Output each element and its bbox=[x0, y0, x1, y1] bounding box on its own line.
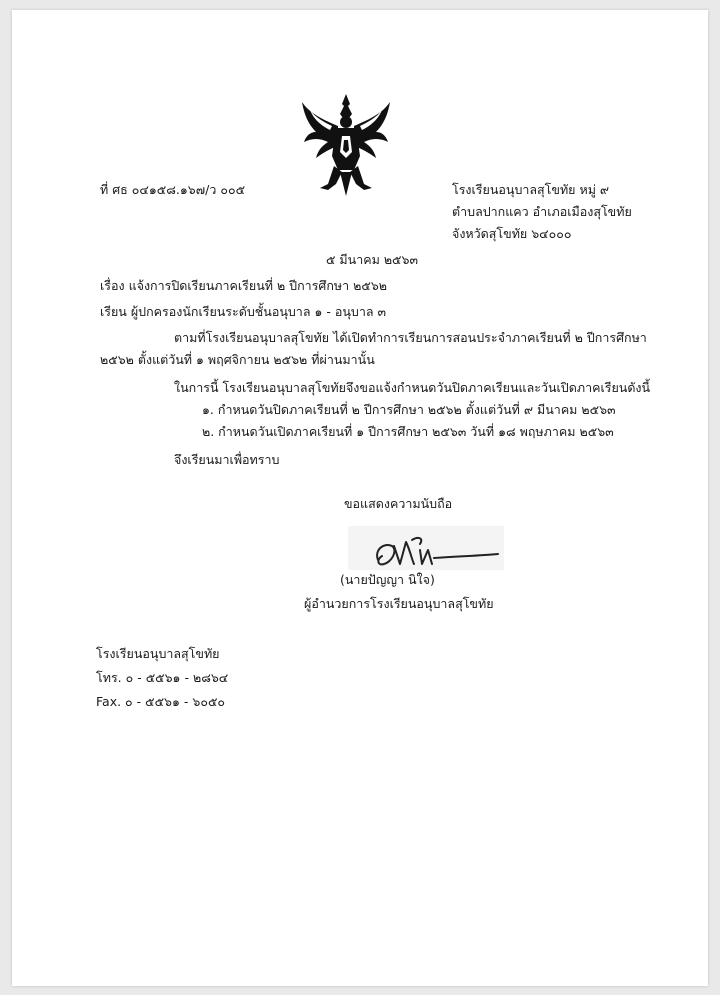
school-address-line-1: โรงเรียนอนุบาลสุโขทัย หมู่ ๙ bbox=[452, 182, 610, 197]
schedule-item-2: ๒. กำหนดวันเปิดภาคเรียนที่ ๑ ปีการศึกษา ๒๕๖๓ วันที่ ๑๘ พฤษภาคม ๒๕๖๓ bbox=[202, 424, 614, 439]
school-address-line-2: ตำบลปากแคว อำเภอเมืองสุโขทัย bbox=[452, 204, 632, 219]
garuda-emblem bbox=[298, 92, 394, 200]
footer-telephone: โทร. ๐ - ๕๕๖๑ - ๒๘๖๔ bbox=[96, 670, 229, 685]
letter-page bbox=[12, 10, 708, 986]
signature-closing: ขอแสดงความนับถือ bbox=[344, 496, 453, 511]
footer-fax: Fax. ๐ - ๕๕๖๑ - ๖๐๕๐ bbox=[96, 694, 226, 709]
body-paragraph-2: ในการนี้ โรงเรียนอนุบาลสุโขทัยจึงขอแจ้งกำหนดวันปิดภาคเรียนและวันเปิดภาคเรียนดังนี้ bbox=[174, 380, 651, 395]
school-address-line-3: จังหวัดสุโขทัย ๖๔๐๐๐ bbox=[452, 226, 572, 241]
letter-recipient: เรียน ผู้ปกครองนักเรียนระดับชั้นอนุบาล ๑ - อนุบาล ๓ bbox=[100, 304, 387, 319]
letter-date: ๕ มีนาคม ๒๕๖๓ bbox=[326, 252, 418, 267]
letter-subject: เรื่อง แจ้งการปิดเรียนภาคเรียนที่ ๒ ปีการศึกษา ๒๕๖๒ bbox=[100, 278, 388, 293]
signatory-name: (นายปัญญา นิใจ) bbox=[340, 572, 435, 587]
signatory-position: ผู้อำนวยการโรงเรียนอนุบาลสุโขทัย bbox=[304, 596, 494, 611]
body-paragraph-1-line-1: ตามที่โรงเรียนอนุบาลสุโขทัย ได้เปิดทำการเรียนการสอนประจำภาคเรียนที่ ๒ ปีการศึกษา bbox=[174, 330, 647, 345]
body-paragraph-1-line-2: ๒๕๖๒ ตั้งแต่วันที่ ๑ พฤศจิกายน ๒๕๖๒ ที่ผ่านมานั้น bbox=[100, 352, 375, 367]
reference-number: ที่ ศธ ๐๔๑๕๘.๑๖๗/ว ๐๐๕ bbox=[100, 182, 246, 197]
schedule-item-1: ๑. กำหนดวันปิดภาคเรียนที่ ๒ ปีการศึกษา ๒๕๖๒ ตั้งแต่วันที่ ๙ มีนาคม ๒๕๖๓ bbox=[202, 402, 616, 417]
closing-line: จึงเรียนมาเพื่อทราบ bbox=[174, 452, 280, 467]
footer-school-name: โรงเรียนอนุบาลสุโขทัย bbox=[96, 646, 220, 661]
handwritten-signature bbox=[348, 520, 504, 574]
